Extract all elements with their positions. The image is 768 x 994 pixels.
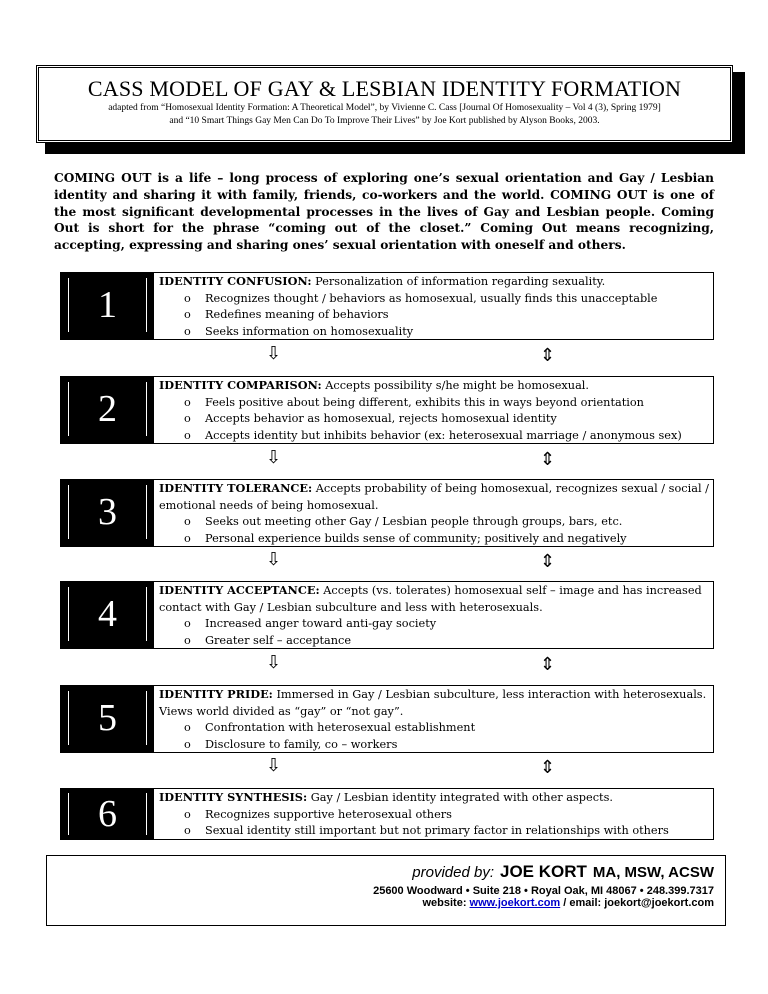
up-down-arrow-icon: ⇕ — [540, 757, 556, 778]
author-name: JOE KORT — [499, 862, 587, 881]
website-label: website: — [422, 897, 467, 909]
stage-number-box — [60, 581, 153, 649]
stage-description: Immersed in Gay / Lesbian subculture, less interaction with heterosexuals. Views world divided as “gay” or “not gay”. — [159, 688, 707, 718]
stage-text — [153, 272, 714, 340]
header-box — [36, 65, 733, 143]
stage-text — [153, 788, 714, 840]
stage-text — [153, 376, 714, 444]
author-credentials: MA, MSW, ACSW — [592, 864, 714, 881]
stage-text — [153, 479, 714, 547]
stage-description: Gay / Lesbian identity integrated with other aspects. — [307, 791, 613, 804]
down-arrow-icon: ⇩ — [266, 447, 282, 468]
stage-number-box — [60, 272, 153, 340]
stage-number: 3 — [68, 485, 147, 539]
stage-number-box — [60, 376, 153, 444]
stage-bullet: o Disclosure to family, co – workers — [159, 737, 709, 754]
stage-bullet: o Personal experience builds sense of community; positively and negatively — [159, 531, 709, 548]
stage-description: Accepts probability of being homosexual, recognizes sexual / social / emotional needs of being homosexual. — [159, 482, 709, 512]
down-arrow-icon: ⇩ — [266, 652, 282, 673]
stage-number: 2 — [68, 382, 147, 436]
header-source-line-2: and “10 Smart Things Gay Men Can Do To Improve Their Lives” by Joe Kort published by Alyson Books, 2003. — [169, 116, 600, 126]
up-down-arrow-icon: ⇕ — [540, 345, 556, 366]
stage-bullet: o Recognizes thought / behaviors as homosexual, usually finds this unacceptable — [159, 291, 709, 308]
stage-text — [153, 685, 714, 753]
address-line: 25600 Woodward • Suite 218 • Royal Oak, MI 48067 • 248.399.7317 — [373, 885, 714, 897]
stage-bullet: o Recognizes supportive heterosexual others — [159, 807, 709, 824]
up-down-arrow-icon: ⇕ — [540, 654, 556, 675]
website-link[interactable]: www.joekort.com — [469, 897, 561, 909]
stage-text — [153, 581, 714, 649]
stage-bullet: o Accepts identity but inhibits behavior (ex: heterosexual marriage / anonymous sex) — [159, 428, 709, 445]
down-arrow-icon: ⇩ — [266, 343, 282, 364]
stage-bullet: o Sexual identity still important but not primary factor in relationships with others — [159, 823, 709, 840]
stage-bullet: o Accepts behavior as homosexual, rejects homosexual identity — [159, 411, 709, 428]
footer-box — [46, 855, 726, 926]
stage-bullet: o Feels positive about being different, exhibits this in ways beyond orientation — [159, 395, 709, 412]
stage-title: IDENTITY TOLERANCE: — [159, 481, 313, 495]
email-address[interactable]: joekort@joekort.com — [604, 897, 714, 909]
header-source-line-1: adapted from “Homosexual Identity Formation: A Theoretical Model”, by Vivienne C. Cass [Journal Of Homosexuality – Vol 4 (3), Spring 1979] — [108, 103, 661, 113]
stage-title: IDENTITY PRIDE: — [159, 687, 273, 701]
stage-number: 1 — [68, 278, 147, 332]
stage-bullet: o Greater self – acceptance — [159, 633, 709, 650]
stage-title: IDENTITY ACCEPTANCE: — [159, 583, 320, 597]
page-title: CASS MODEL OF GAY & LESBIAN IDENTITY FORMATION — [87, 76, 682, 101]
down-arrow-icon: ⇩ — [266, 549, 282, 570]
stage-number: 5 — [68, 691, 147, 745]
stage-description: Accepts (vs. tolerates) homosexual self – image and has increased contact with Gay / Lesbian subculture and less with heterosexuals. — [159, 584, 702, 614]
down-arrow-icon: ⇩ — [266, 755, 282, 776]
stage-number-box — [60, 685, 153, 753]
stage-number: 6 — [68, 793, 147, 835]
stage-number-box — [60, 479, 153, 547]
stage-description: Personalization of information regarding sexuality. — [311, 275, 606, 288]
provided-by-label: provided by: — [412, 864, 494, 881]
stage-bullet: o Seeks information on homosexuality — [159, 324, 709, 341]
up-down-arrow-icon: ⇕ — [540, 449, 556, 470]
stage-description: Accepts possibility s/he might be homosexual. — [321, 379, 590, 392]
stage-number-box — [60, 788, 153, 840]
stage-title: IDENTITY CONFUSION: — [159, 274, 312, 288]
stage-bullet: o Redefines meaning of behaviors — [159, 307, 709, 324]
stage-bullet: o Confrontation with heterosexual establishment — [159, 720, 709, 737]
stage-number: 4 — [68, 587, 147, 641]
stage-bullet: o Increased anger toward anti-gay society — [159, 616, 709, 633]
stage-title: IDENTITY COMPARISON: — [159, 378, 322, 392]
stage-title: IDENTITY SYNTHESIS: — [159, 790, 308, 804]
up-down-arrow-icon: ⇕ — [540, 551, 556, 572]
email-label: / email: — [563, 897, 602, 909]
stage-bullet: o Seeks out meeting other Gay / Lesbian people through groups, bars, etc. — [159, 514, 709, 531]
intro-paragraph: COMING OUT is a life – long process of exploring one’s sexual orientation and Gay / Lesbian identity and sharing it with family, friends, co-workers and the world. COMING OUT is one of the most significant developmental processes in the lives of Gay and Lesbian people. Coming Out is short for the phrase “coming out of the closet.” Coming Out means recognizing, accepting, expressing and sharing ones’ sexual orientation with oneself and others. — [54, 171, 714, 253]
